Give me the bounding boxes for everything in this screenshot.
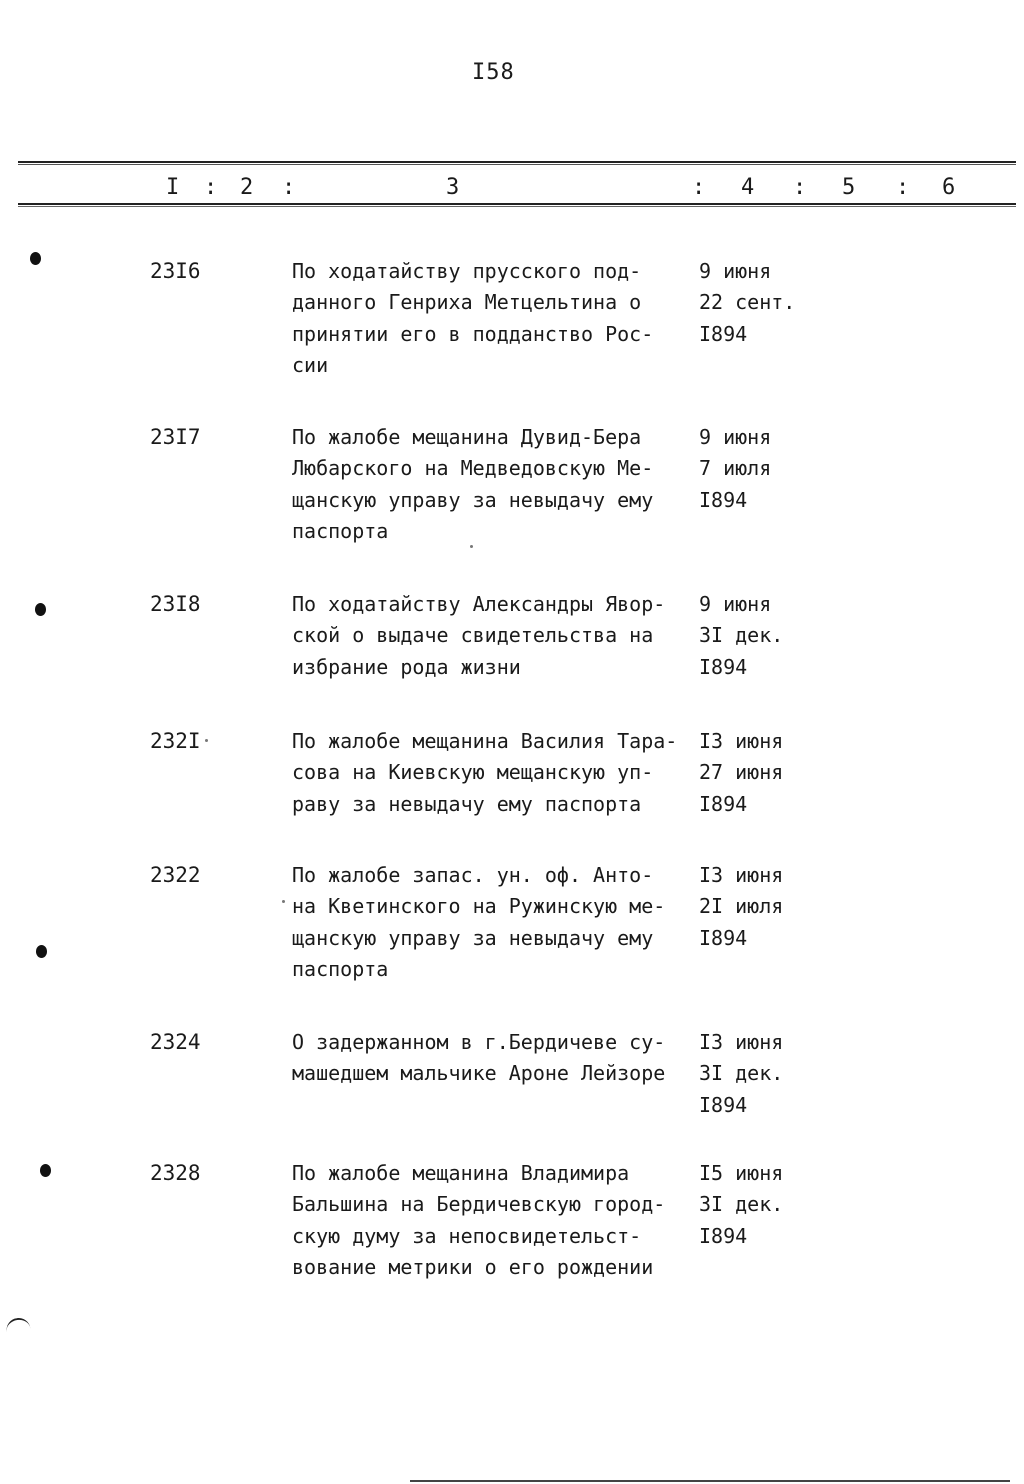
start-date: I3 июня	[699, 729, 784, 753]
description-line: сова на Киевскую мещанскую уп-	[292, 760, 654, 785]
entry-dates	[699, 256, 795, 350]
start-date: I5 июня	[699, 1161, 784, 1185]
start-date: I3 июня	[699, 863, 784, 887]
entry-number: 2328	[150, 1161, 201, 1185]
start-date: I3 июня	[699, 1030, 784, 1054]
entry-description	[292, 1027, 692, 1090]
description-line: щанскую управу за невыдачу ему	[292, 487, 654, 512]
punch-hole-mark	[30, 252, 41, 265]
entry-number: 2324	[150, 1030, 201, 1054]
description-line: ской о выдаче свидетельства на	[292, 623, 654, 648]
margin-pen-mark	[5, 1316, 31, 1335]
description-line: паспорта	[292, 518, 389, 543]
start-date: 9 июня	[699, 592, 772, 616]
entry-number: 232I	[150, 729, 201, 753]
year: I894	[699, 1223, 748, 1248]
description-line: щанскую управу за невыдачу ему	[292, 925, 654, 950]
year: I894	[699, 791, 748, 816]
description-line: машедшем мальчике Ароне Лейзоре	[292, 1061, 666, 1086]
column-separator: :	[692, 175, 706, 200]
punch-hole-mark	[40, 1164, 51, 1177]
description-line: избрание рода жизни	[292, 654, 521, 679]
header-rule-bottom	[18, 203, 1016, 205]
start-date: 9 июня	[699, 259, 772, 283]
entry-description	[292, 256, 692, 381]
entry-dates	[699, 422, 771, 516]
entry-description	[292, 726, 692, 820]
end-date: 3I дек.	[699, 623, 784, 648]
description-line: По жалобе мещанина Василия Тара-	[292, 729, 678, 753]
description-line: По ходатайству Александры Явор-	[292, 592, 666, 616]
description-line: скую думу за непосвидетельст-	[292, 1223, 642, 1248]
description-line: паспорта	[292, 956, 389, 981]
punch-hole-mark	[35, 603, 46, 616]
year: I894	[699, 925, 748, 950]
description-line: По жалобе мещанина Дувид-Бера	[292, 425, 642, 449]
description-line: на Кветинского на Ружинскую ме-	[292, 894, 666, 919]
end-date: 22 сент.	[699, 290, 796, 315]
year: I894	[699, 1092, 748, 1117]
page-number: I58	[472, 60, 515, 85]
column-separator: :	[896, 175, 910, 200]
entry-number: 23I8	[150, 592, 201, 616]
description-line: вование метрики о его рождении	[292, 1254, 654, 1279]
description-line: Бальшина на Бердичевскую город-	[292, 1192, 666, 1217]
header-rule-top-thin	[18, 164, 1016, 165]
description-line: По ходатайству прусского под-	[292, 259, 642, 283]
entry-description	[292, 589, 692, 683]
end-date: 2I июля	[699, 894, 784, 919]
description-line: сии	[292, 352, 329, 377]
scan-speck	[470, 545, 473, 548]
entry-dates	[699, 1158, 783, 1252]
header-rule-top	[18, 161, 1016, 163]
punch-hole-mark	[36, 945, 47, 958]
column-header-3: 3	[446, 175, 460, 200]
column-header-2: 2	[240, 175, 254, 200]
column-separator: :	[204, 175, 218, 200]
entry-description	[292, 422, 692, 547]
year: I894	[699, 321, 748, 346]
column-separator: :	[282, 175, 296, 200]
entry-number: 23I6	[150, 259, 201, 283]
end-date: 3I дек.	[699, 1061, 784, 1086]
description-line: Любарского на Медведовскую Ме-	[292, 456, 654, 481]
header-rule-bottom-thin	[18, 206, 1016, 207]
column-header-6: 6	[942, 175, 956, 200]
entry-dates	[699, 1027, 783, 1121]
start-date: 9 июня	[699, 425, 772, 449]
entry-number: 23I7	[150, 425, 201, 449]
year: I894	[699, 487, 748, 512]
scan-speck	[205, 739, 208, 742]
entry-dates	[699, 860, 783, 954]
entry-description	[292, 860, 692, 985]
description-line: По жалобе запас. ун. оф. Анто-	[292, 863, 654, 887]
scan-speck	[282, 900, 285, 903]
description-line: принятии его в подданство Рос-	[292, 321, 654, 346]
description-line: О задержанном в г.Бердичеве су-	[292, 1030, 666, 1054]
year: I894	[699, 654, 748, 679]
entry-number: 2322	[150, 863, 201, 887]
page-bottom-edge	[410, 1480, 1010, 1482]
entry-dates	[699, 589, 783, 683]
column-separator: :	[793, 175, 807, 200]
description-line: раву за невыдачу ему паспорта	[292, 791, 642, 816]
description-line: По жалобе мещанина Владимира	[292, 1161, 630, 1185]
end-date: 27 июня	[699, 760, 784, 785]
entry-dates	[699, 726, 783, 820]
description-line: данного Генриха Метцельтина о	[292, 290, 642, 315]
end-date: 7 июля	[699, 456, 772, 481]
end-date: 3I дек.	[699, 1192, 784, 1217]
column-header-4: 4	[741, 175, 755, 200]
column-header-1: I	[166, 175, 180, 200]
entry-description	[292, 1158, 692, 1283]
column-header-5: 5	[842, 175, 856, 200]
